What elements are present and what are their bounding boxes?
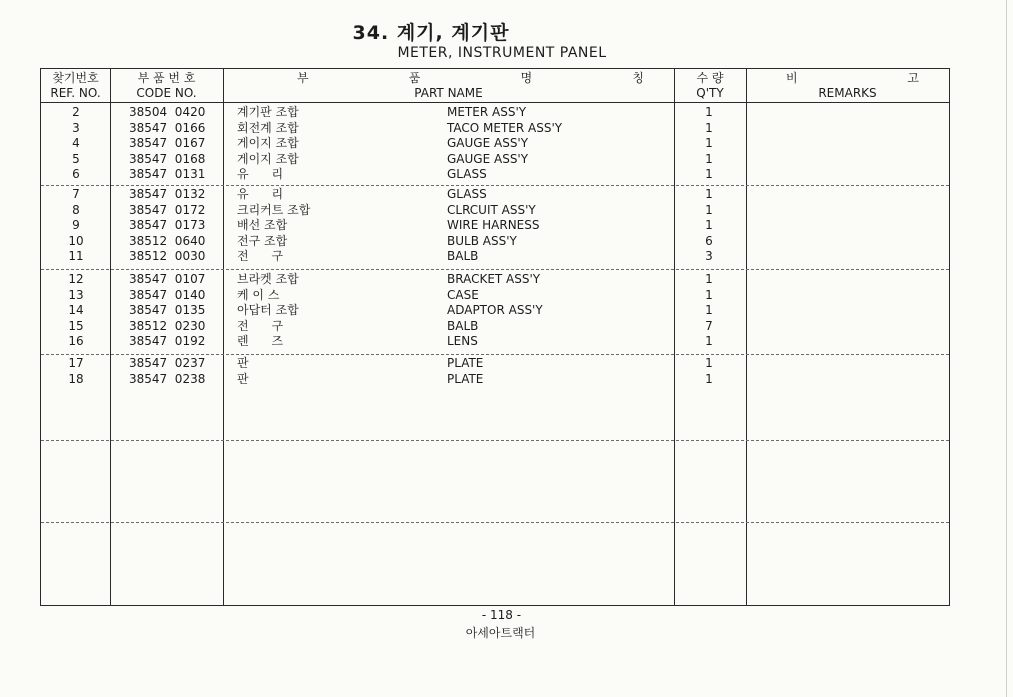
ref-number: 13 bbox=[68, 287, 84, 302]
code-number: 38547 0192 bbox=[129, 334, 206, 348]
header-code bbox=[110, 71, 223, 101]
table-row bbox=[41, 272, 949, 288]
ref-number: 5 bbox=[72, 151, 80, 166]
header-code-korean: 부 품 번 호 bbox=[137, 71, 196, 85]
page-number: - 118 - bbox=[481, 608, 522, 622]
code-number: 38547 0168 bbox=[129, 151, 206, 166]
quantity: 1 bbox=[705, 151, 713, 166]
ref-number: 7 bbox=[72, 187, 80, 201]
part-name-english: BALB bbox=[447, 318, 479, 333]
table-row bbox=[41, 136, 949, 152]
quantity: 1 bbox=[705, 202, 713, 217]
publisher-name: 아세아트랙터 bbox=[465, 626, 536, 640]
page-title-english: METER, INSTRUMENT PANEL bbox=[397, 45, 607, 61]
part-name-english: CLRCUIT ASS'Y bbox=[447, 202, 536, 217]
ref-number: 10 bbox=[68, 233, 84, 248]
header-code-english: CODE NO. bbox=[136, 86, 197, 100]
table-row bbox=[41, 334, 949, 350]
table-row bbox=[41, 167, 949, 183]
header-part-name bbox=[223, 71, 674, 101]
part-name-korean: 아답터 조합 bbox=[237, 303, 299, 317]
code-number: 38547 0166 bbox=[129, 120, 206, 135]
code-number: 38547 0172 bbox=[129, 202, 206, 217]
table-row bbox=[41, 218, 949, 234]
header-remarks bbox=[746, 71, 949, 101]
header-char: 부 bbox=[297, 71, 309, 85]
part-name-korean: 전 구 bbox=[237, 318, 284, 333]
header-divider bbox=[41, 102, 949, 103]
code-number: 38547 0132 bbox=[129, 187, 206, 201]
part-name-korean: 전 구 bbox=[237, 249, 284, 263]
part-name-korean: 유 리 bbox=[237, 187, 284, 201]
part-name-korean: 게이지 조합 bbox=[237, 151, 299, 166]
code-number: 38504 0420 bbox=[129, 105, 206, 119]
header-part-name-english: PART NAME bbox=[414, 86, 483, 100]
quantity: 7 bbox=[705, 318, 713, 333]
code-number: 38547 0131 bbox=[129, 167, 206, 181]
quantity: 6 bbox=[705, 233, 713, 248]
quantity: 1 bbox=[705, 371, 713, 386]
code-number: 38512 0230 bbox=[129, 318, 206, 333]
group-divider bbox=[41, 185, 949, 186]
quantity: 1 bbox=[705, 334, 713, 348]
ref-number: 11 bbox=[68, 249, 84, 263]
table-row bbox=[41, 187, 949, 203]
table-row bbox=[41, 234, 949, 250]
header-qty bbox=[674, 71, 746, 101]
header-remarks-english: REMARKS bbox=[818, 86, 877, 100]
part-name-english: GAUGE ASS'Y bbox=[447, 151, 529, 166]
part-name-english: PLATE bbox=[447, 371, 484, 386]
header-qty-korean: 수 량 bbox=[696, 71, 724, 85]
ref-number: 9 bbox=[72, 218, 80, 232]
quantity: 1 bbox=[705, 218, 713, 232]
part-name-korean: 게이지 조합 bbox=[237, 136, 299, 150]
part-name-korean: 판 bbox=[237, 371, 249, 386]
part-name-english: LENS bbox=[447, 334, 478, 348]
ref-number: 3 bbox=[72, 120, 80, 135]
table-row bbox=[41, 203, 949, 219]
code-number: 38512 0640 bbox=[129, 233, 206, 248]
table-row bbox=[41, 121, 949, 137]
header-char: 칭 bbox=[632, 71, 644, 85]
part-name-korean: 배선 조합 bbox=[237, 218, 288, 232]
part-name-english: BALB bbox=[447, 249, 479, 263]
header-char: 명 bbox=[520, 71, 533, 85]
ref-number: 15 bbox=[68, 318, 84, 333]
header-part-name-korean bbox=[223, 71, 674, 86]
table-row bbox=[41, 152, 949, 168]
part-name-english: CASE bbox=[447, 287, 479, 302]
code-number: 38512 0030 bbox=[129, 249, 206, 263]
table-row bbox=[41, 105, 949, 121]
table-row bbox=[41, 249, 949, 265]
group-divider bbox=[41, 440, 949, 441]
ref-number: 8 bbox=[72, 202, 80, 217]
part-name-korean: 크리커트 조합 bbox=[237, 202, 311, 217]
part-name-korean: 판 bbox=[237, 356, 249, 370]
part-name-english: WIRE HARNESS bbox=[447, 218, 540, 232]
code-number: 38547 0135 bbox=[129, 303, 206, 317]
part-name-korean: 계기판 조합 bbox=[237, 105, 299, 119]
code-number: 38547 0107 bbox=[129, 272, 206, 286]
part-name-korean: 회전계 조합 bbox=[237, 120, 299, 135]
part-name-english: GAUGE ASS'Y bbox=[447, 136, 529, 150]
ref-number: 2 bbox=[72, 105, 80, 119]
header-char: 비 bbox=[786, 71, 798, 85]
part-name-english: ADAPTOR ASS'Y bbox=[447, 303, 543, 317]
code-number: 38547 0140 bbox=[129, 287, 206, 302]
ref-number: 14 bbox=[68, 303, 84, 317]
quantity: 1 bbox=[705, 187, 713, 201]
group-divider bbox=[41, 354, 949, 355]
part-name-korean: 유 리 bbox=[237, 167, 284, 181]
quantity: 1 bbox=[705, 105, 713, 119]
quantity: 1 bbox=[705, 136, 713, 150]
ref-number: 6 bbox=[72, 167, 80, 181]
quantity: 1 bbox=[705, 272, 713, 286]
table-row bbox=[41, 356, 949, 372]
code-number: 38547 0167 bbox=[129, 136, 206, 150]
table-row bbox=[41, 288, 949, 304]
table-row bbox=[41, 303, 949, 319]
part-name-english: TACO METER ASS'Y bbox=[447, 120, 563, 135]
part-name-korean: 브라켓 조합 bbox=[237, 272, 299, 286]
part-name-english: BRACKET ASS'Y bbox=[447, 272, 541, 286]
header-ref bbox=[41, 71, 110, 101]
quantity: 1 bbox=[705, 287, 713, 302]
group-divider bbox=[41, 269, 949, 270]
quantity: 1 bbox=[705, 167, 713, 181]
header-char: 품 bbox=[408, 71, 421, 85]
ref-number: 18 bbox=[68, 371, 84, 386]
quantity: 1 bbox=[705, 120, 713, 135]
part-name-korean: 렌 즈 bbox=[237, 334, 284, 348]
quantity: 1 bbox=[705, 356, 713, 370]
page-title-korean: 34. 계기, 계기판 bbox=[352, 22, 510, 44]
ref-number: 12 bbox=[68, 272, 84, 286]
part-name-korean: 전구 조합 bbox=[237, 233, 288, 248]
part-name-english: METER ASS'Y bbox=[447, 105, 527, 119]
code-number: 38547 0173 bbox=[129, 218, 206, 232]
table-row bbox=[41, 372, 949, 388]
table-row bbox=[41, 319, 949, 335]
ref-number: 17 bbox=[68, 356, 84, 370]
part-name-english: PLATE bbox=[447, 356, 484, 370]
header-char: 고 bbox=[907, 71, 919, 85]
header-ref-english: REF. NO. bbox=[50, 86, 101, 100]
ref-number: 4 bbox=[72, 136, 80, 150]
part-name-english: BULB ASS'Y bbox=[447, 233, 517, 248]
header-ref-korean: 찾기번호 bbox=[52, 71, 99, 85]
header-remarks-korean bbox=[746, 71, 949, 86]
quantity: 1 bbox=[705, 303, 713, 317]
parts-table bbox=[40, 68, 950, 606]
part-name-korean: 케 이 스 bbox=[237, 287, 280, 302]
code-number: 38547 0237 bbox=[129, 356, 206, 370]
header-qty-english: Q'TY bbox=[696, 86, 724, 100]
part-name-english: GLASS bbox=[447, 187, 487, 201]
page-edge bbox=[1006, 0, 1007, 697]
ref-number: 16 bbox=[68, 334, 84, 348]
group-divider bbox=[41, 522, 949, 523]
quantity: 3 bbox=[705, 249, 713, 263]
code-number: 38547 0238 bbox=[129, 371, 206, 386]
part-name-english: GLASS bbox=[447, 167, 487, 181]
